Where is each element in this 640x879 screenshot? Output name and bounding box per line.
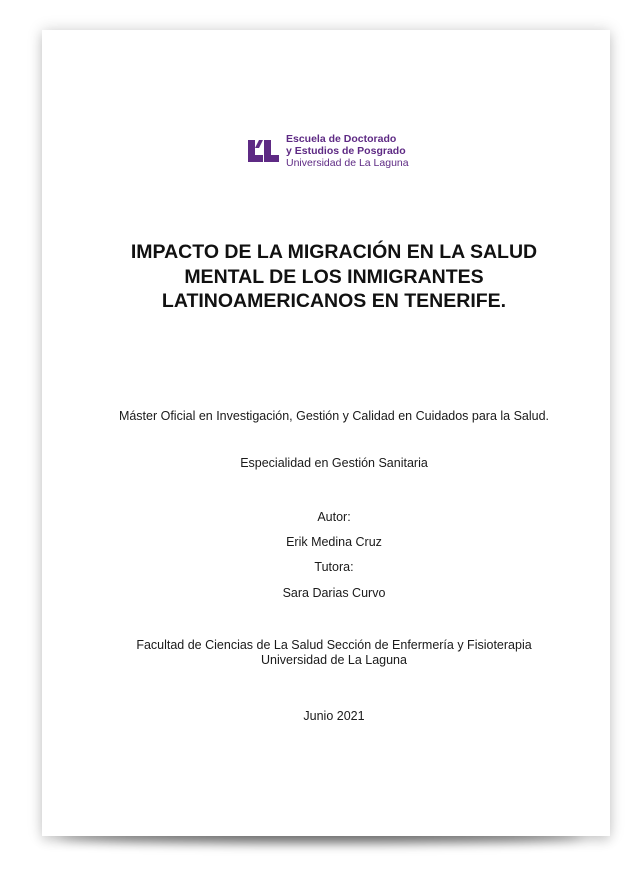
document-page — [42, 30, 610, 836]
program-name: Máster Oficial en Investigación, Gestión y Calidad en Cuidados para la Salud. — [118, 409, 550, 423]
author-name: Erik Medina Cruz — [286, 535, 382, 549]
logo-line-2: y Estudios de Posgrado — [286, 145, 406, 157]
logo-line-3: Universidad de La Laguna — [286, 157, 409, 169]
author-label: Autor: — [317, 510, 351, 524]
university-logo — [248, 133, 409, 169]
date: Junio 2021 — [303, 709, 365, 723]
tutor-label: Tutora: — [314, 560, 354, 574]
document-title: IMPACTO DE LA MIGRACIÓN EN LA SALUD MENTAL DE LOS INMIGRANTES LATINOAMERICANOS EN TENERIFE. — [130, 241, 538, 312]
ull-logo-icon — [248, 140, 280, 162]
tutor-name: Sara Darias Curvo — [282, 586, 386, 600]
logo-text — [286, 133, 409, 169]
specialty: Especialidad en Gestión Sanitaria — [240, 456, 428, 470]
logo-line-1: Escuela de Doctorado — [286, 133, 397, 145]
faculty: Facultad de Ciencias de La Salud Sección de Enfermería y Fisioterapia Universidad de La Laguna — [136, 638, 532, 667]
